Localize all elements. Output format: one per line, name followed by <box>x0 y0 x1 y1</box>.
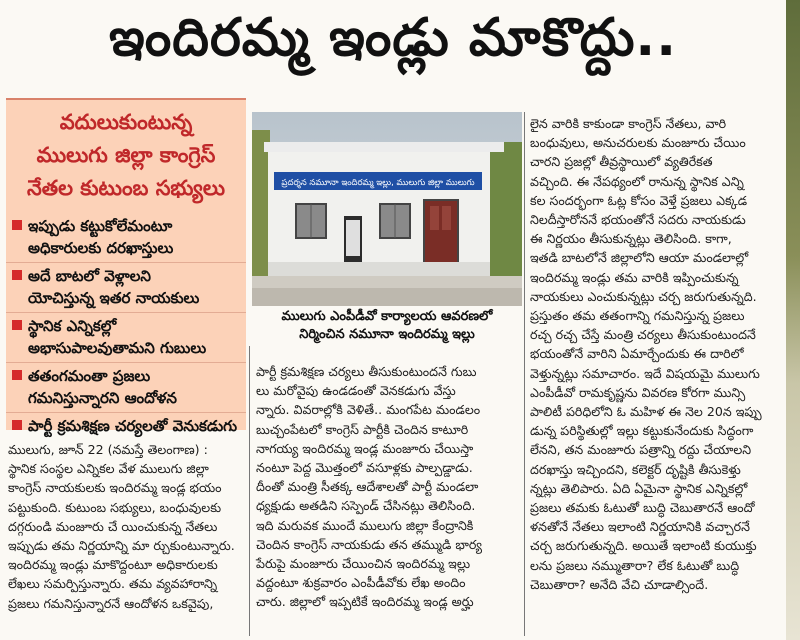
article-line: ఇతడి బాటలోనే జిల్లాలోని ఆయా మండలాల్లో <box>530 250 749 266</box>
highlight-text: స్థానిక ఎన్నికల్లో <box>28 317 117 335</box>
article-line: ఎంపీడీవో రామకృష్ణను వివరణ కోరగా మున్సి <box>530 384 746 400</box>
highlight-item <box>6 413 246 440</box>
article-line: దరఖాస్తు ఇచ్చిందని, కలెక్టర్ దృష్టికి తీసుకెళ్తు <box>530 461 741 477</box>
article-line: ఇప్పుడు తమ నిర్ణయాన్ని మా ర్చుకుంటున్నారు. <box>8 538 235 554</box>
highlights-heading-line: ములుగు జిల్లా కాంగ్రెస్ <box>36 143 216 167</box>
article-line: ఈ నిర్ణయం తీసుకున్నట్లు తెలిసింది. కాగా, <box>530 231 732 247</box>
column-divider <box>249 346 250 636</box>
article-line: ధ్యక్షుడు అతడిని సస్పెండ్ చేసినట్లు తెలిసింది. <box>256 498 476 514</box>
article-line: వద్దంటూ శుక్రవారం ఎంపీడీవోకు లేఖ అందిం <box>256 575 466 591</box>
highlight-text: అదే బాటలో వెళ్లాలని <box>28 267 151 285</box>
highlight-text: ఇప్పుడు కట్టుకోలేమంటూ <box>28 217 173 235</box>
article-line: ఇందిరమ్మ ఇండ్లు మాకొద్దంటూ అధికారులకు <box>8 557 218 573</box>
highlight-item <box>6 363 246 413</box>
red-square-bullet-icon <box>12 220 22 230</box>
article-line: నిలదీస్తారోననే భయంతోనే సదరు నాయకుడు <box>530 212 746 228</box>
article-line: దీంతో మంత్రి సీతక్క ఆదేశాలతో పార్టీ మండలా <box>256 479 479 495</box>
highlight-item <box>6 313 246 363</box>
highlight-item <box>6 263 246 313</box>
article-column-left <box>8 440 244 613</box>
article-line: ఇందిరమ్మ ఇండ్లు తమ వారికి ఇప్పించుకున్న <box>530 269 739 285</box>
adjacent-photo-edge <box>786 0 800 640</box>
article-line: చారని ప్రజల్లో తీవ్రస్థాయిలో వ్యతిరేకత <box>530 154 713 170</box>
article-line: న్నారు. వివరాల్లోకి వెళితే.. మంగపేట మండలం <box>256 402 481 418</box>
article-line: వచ్చింది. ఈ నేపథ్యంలో రానున్న స్థానిక ఎన్ని <box>530 173 744 189</box>
article-column-right <box>530 114 784 594</box>
article-line: చెబుతారా? అనేది వేచి చూడాల్సిందే. <box>530 576 709 592</box>
article-line: దగ్గరుండి మంజూరు చే యించుకున్న నేతలు <box>8 518 218 534</box>
article-line: ప్రస్తుతం తమ తతంగాన్ని గమనిస్తున్న ప్రజలు <box>530 308 745 324</box>
article-line: ళనతోనే నేతలు ఇలాంటి నిర్ణయానికి వచ్చారనే <box>530 519 750 535</box>
house-illustration <box>252 112 522 306</box>
highlight-text: అభాసుపాలవుతామని గుబులు <box>28 339 207 357</box>
article-line: లు మరోవైపు ఉండడంతో వెనకడుగు వేస్తు <box>256 383 456 399</box>
article-line: పట్టుకుంది. కుటుంబ సభ్యులు, బంధువులకు <box>8 499 222 515</box>
photo-caption-line: ములుగు ఎంపీడీవో కార్యాలయ ఆవరణలో <box>281 309 493 324</box>
signboard-text: ప్రదర్శన నమూనా ఇందిరమ్మ ఇల్లు, ములుగు జిల్లా ములుగు <box>281 178 475 188</box>
article-line: స్థానిక సంస్థల ఎన్నికల వేళ ములుగు జిల్లా <box>8 461 209 477</box>
highlights-heading-line: నేతల కుటుంబ సభ్యులు <box>27 176 225 200</box>
article-line: నాగయ్య ఇందిరమ్మ ఇండ్ల మంజూరు చేయిస్తా <box>256 440 474 456</box>
highlight-text: గమనిస్తున్నారని ఆందోళన <box>28 389 177 407</box>
article-line: చర్చ జరుగుతున్నది. అయితే ఇలాంటి కుయుక్తు <box>530 538 757 554</box>
red-square-bullet-icon <box>12 270 22 280</box>
article-line: చారు. జిల్లాలో ఇప్పటికే ఇందిరమ్మ ఇండ్ల అర్హు <box>256 594 474 610</box>
photo-caption-line: నిర్మించిన నమూనా ఇందిరమ్మ ఇల్లు <box>299 327 475 342</box>
article-line: నంటూ పెద్ద మొత్తంలో వసూళ్లకు పాల్పడ్డాడు. <box>256 460 473 476</box>
article-line: లేఖలు సమర్పిస్తున్నారు. తమ వ్యవహారాన్ని <box>8 576 218 592</box>
highlight-text: తతంగమంతా ప్రజలు <box>28 367 151 385</box>
article-line: చెందిన కాంగ్రెస్ నాయకుడు తన తమ్ముడి భార్య <box>256 536 483 552</box>
article-line: ఇది మరువక ముందే ములుగు జిల్లా కేంద్రానికి <box>256 517 474 533</box>
article-column-middle <box>256 362 520 612</box>
highlights-heading <box>6 100 246 205</box>
article-line: వెళ్తున్నట్లు సమాచారం. ఇదే విషయమై ములుగు <box>530 365 760 381</box>
page-headline: ఇందిరమ్మ ఇండ్లు మాకొద్దు.. <box>109 7 677 68</box>
article-line: కల సందర్భంగా ఓట్ల కోసం వెళ్తే ప్రజలు ఎక్కడ <box>530 192 748 208</box>
article-line: బంధువులు, అనుచరులకు మంజూరు చేయిం <box>530 135 746 151</box>
article-line: రచ్చ రచ్చ చేస్తే మంత్రి చర్యలు తీసుకుంటుందనే <box>530 327 756 343</box>
red-square-bullet-icon <box>12 320 22 330</box>
red-square-bullet-icon <box>12 370 22 380</box>
article-line: పాలిటీ పరిధిలోని ఓ మహిళ ఈ నెల 20న ఇప్పు <box>530 404 762 420</box>
column-divider <box>524 112 525 636</box>
article-line: బుచ్చంపేటలో కాంగ్రెస్ పార్టీకి చెందిన కాటూరి <box>256 421 469 437</box>
article-line: లను ప్రజలు నమ్ముతారా? లేక ఓటుతో బుద్ధి <box>530 557 740 573</box>
photo-caption <box>252 308 522 344</box>
article-line: నాయకులు ఎంచుకున్నట్లు చర్చ జరుగుతున్నది. <box>530 288 757 304</box>
highlights-list <box>6 213 246 440</box>
article-line: లేనని, తన మంజూరు పత్రాన్ని రద్దు చేయాలని <box>530 442 752 458</box>
highlights-heading-line: వదులుకుంటున్న <box>59 110 193 134</box>
article-line: లైన వారికి కాకుండా కాంగ్రెస్ నేతలు, వారి <box>530 116 727 131</box>
article-line: ప్రజలు గమనిస్తున్నారనే ఆందోళన ఒకవైపు, <box>8 595 214 611</box>
article-line: భయంతోనే వారిని ఏమార్చేందుకు ఈ దారిలో <box>530 346 744 362</box>
highlights-box <box>6 98 246 435</box>
article-line: డున్న పరిస్థితుల్లో ఇల్లు కట్టుకునేందుకు సిద్ధంగా <box>530 423 754 439</box>
model-house-photo <box>252 112 522 306</box>
article-line: న్నట్లు తెలిపారు. ఏది ఏమైనా స్థానిక ఎన్నికల్లో <box>530 480 748 496</box>
highlight-text: పార్టీ క్రమశిక్షణ చర్యలతో వెనుకడుగు <box>28 417 238 435</box>
article-line: కాంగ్రెస్ నాయకులకు ఇందిరమ్మ ఇండ్ల భయం <box>8 480 222 496</box>
highlight-text: యోచిస్తున్న ఇతర నాయకులు <box>28 289 200 307</box>
red-square-bullet-icon <box>12 420 22 430</box>
article-line: ములుగు, జూన్ 22 (నమస్తే తెలంగాణ) : <box>8 442 208 457</box>
article-line: పేరుపై మంజూరు చేయించిన ఇందిరమ్మ ఇల్లు <box>256 556 471 572</box>
highlight-text: అధికారులకు దరఖాస్తులు <box>28 239 174 257</box>
article-line: పార్టీ క్రమశిక్షణ చర్యలు తీసుకుంటుందనే గుబు <box>256 364 477 379</box>
article-line: ప్రజలు తమకు ఓటుతో బుద్ధి చెబుతారనే ఆందో <box>530 500 755 516</box>
highlight-item <box>6 213 246 263</box>
